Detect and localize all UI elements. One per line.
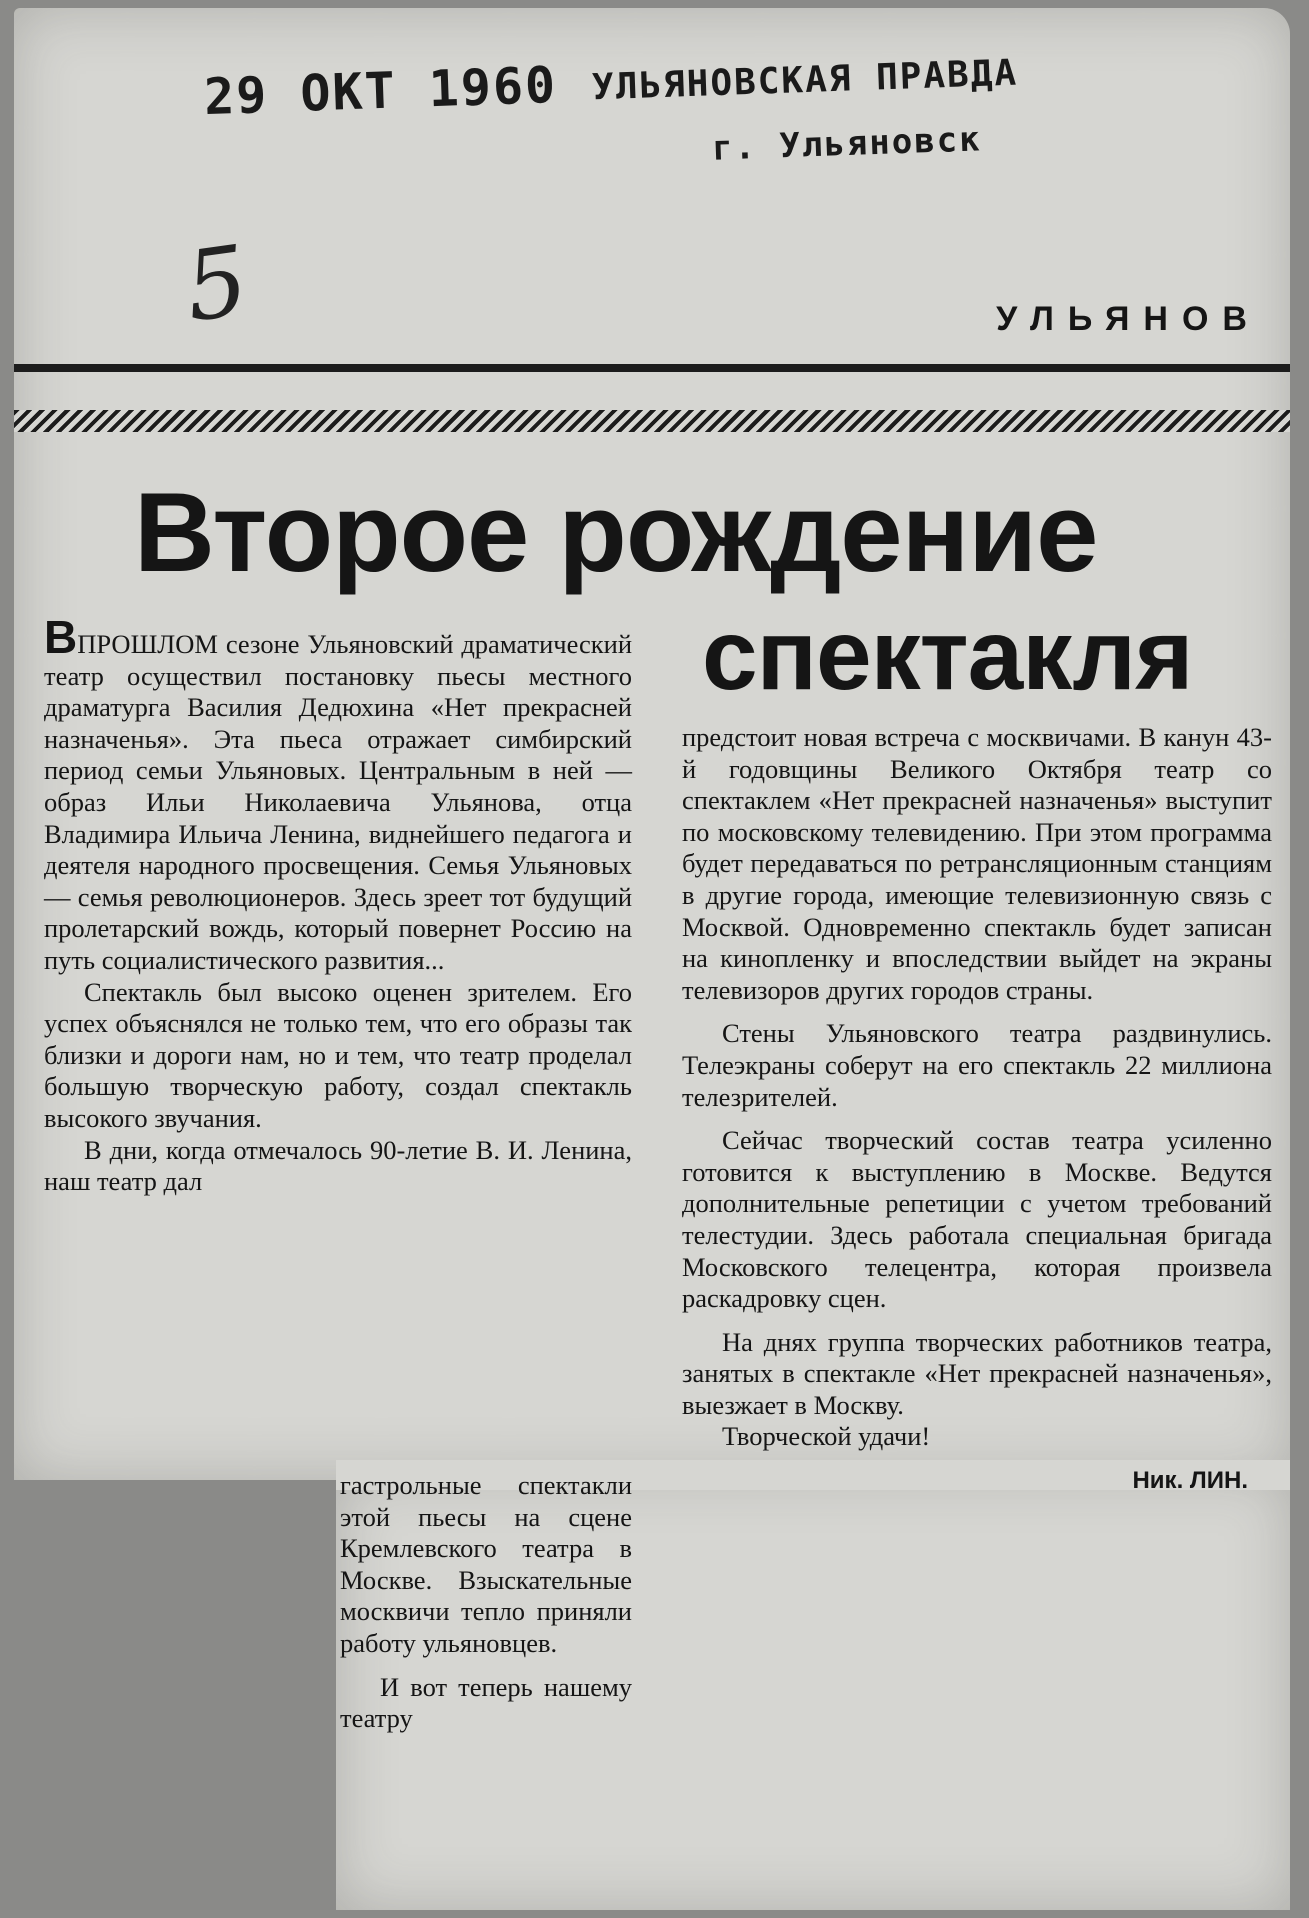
article-paragraph-6: Сейчас творческий состав театра усиленно готовится к выступлению в Москве. Ведутся дополнительные репетиции с учетом требований телестудии. Здесь работала специальная бригада Московского телецентра, которая произвела раскадровку сцен. [682,1125,1272,1314]
article-column-narrow [340,1470,632,1735]
article-paragraph-2: Спектакль был высоко оценен зрителем. Его успех объяснялся не только тем, что его образы так близки и дороги нам, но и тем, что театр проделал большую творческую работу, создал спектакль высокого звучания. [44,976,632,1133]
drop-cap: В [44,611,78,663]
article-paragraph-4-start: И вот теперь нашему театру [340,1671,632,1734]
newspaper-stamp: УЛЬЯНОВСКАЯ ПРАВДА [591,52,1019,109]
thick-rule [14,364,1290,372]
author-signature: Ник. ЛИН. [1132,1467,1248,1495]
city-stamp: г. Ульяновск [711,119,983,169]
date-stamp: 29 ОКТ 1960 [203,55,559,127]
hatched-rule [14,410,1290,432]
article-paragraph-5: Стены Ульяновского театра раздвинулись. Телеэкраны соберут на его спектакль 22 миллиона телезрителей. [682,1018,1272,1112]
headline-line-2: спектакля [702,599,1193,711]
paragraph-1-text: ПРОШЛОМ сезоне Ульяновский драматический театр осуществил постановку пьесы местного драматурга Василия Дедюхина «Нет прекрасней назначенья». Эта пьеса отражает симбирский период семьи Ульяновых. Центральным в ней — образ Ильи Николаевича Ульянова, отца Владимира Ильича Ленина, виднейшего педагога и деятеля народного просвещения. Семья Ульяновых — семья революционеров. Здесь зреет тот будущий пролетарский вождь, который повернет Россию на путь социалистического развития... [44,629,632,975]
article-paragraph-7: На днях группа творческих работников театра, занятых в спектакле «Нет прекрасней назначенья», выезжает в Москву. [682,1326,1272,1420]
handwritten-number: 5 [178,224,255,344]
article-paragraph-1 [44,611,632,977]
article-paragraph-3-start: В дни, когда отмечалось 90-летие В. И. Ленина, наш театр дал [44,1134,632,1197]
article-column-left [44,611,632,1198]
article-paragraph-4-end: предстоит новая встреча с москвичами. В канун 43-й годовщины Великого Октября театр со спектаклем «Нет прекрасней назначенья» выступит по московскому телевидению. При этом программа будет передаваться по ретрансляционным станциям в другие города, имеющие телевизионную связь с Москвой. Одновременно спектакль будет записан на кинопленку и впоследствии выйдет на экраны телевизоров других городов страны. [682,722,1272,1005]
article-paragraph-8: Творческой удачи! [722,1421,931,1452]
article-column-right [682,722,1272,1497]
section-heading: УЛЬЯНОВ [996,300,1261,338]
article-paragraph-3-end: гастрольные спектакли этой пьесы на сцене Кремлевского театра в Москве. Взыскательные москвичи тепло приняли работу ульяновцев. [340,1470,632,1658]
headline-line-1: Второе рождение [134,470,1098,595]
